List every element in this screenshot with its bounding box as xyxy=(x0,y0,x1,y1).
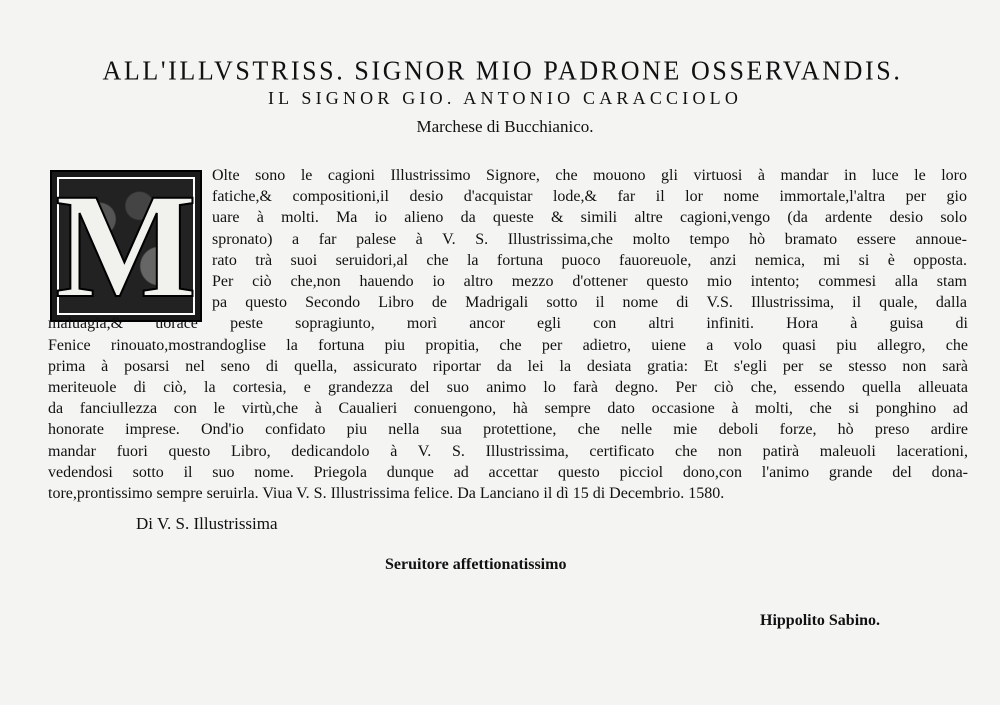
body-text-line: pa questo Secondo Libro de Madrigali sotto il nome di V.S. Illustrissima, il quale, dalla xyxy=(212,294,967,312)
dedication-heading-line-3: Marchese di Bucchianico. xyxy=(416,117,594,136)
decorated-initial-woodcut xyxy=(50,163,202,329)
body-text-line: fatiche,& compositioni,il desio d'acquistar lode,& far il lor nome immortale,l'altra per gio xyxy=(212,188,967,206)
body-text-line: da fanciullezza con le virtù,che à Caualieri conuengono, hà sempre dato occasione à molti, che si ponghino ad xyxy=(48,400,968,418)
dedication-heading-line-1: ALL'ILLVSTRISS. SIGNOR MIO PADRONE OSSERVANDIS. xyxy=(102,55,903,86)
body-text-line: honorate imprese. Ond'io confidato piu nella sua protettione, che nelle mie deboli forze, hò preso ardire xyxy=(48,421,968,439)
closing-servant: Seruitore affettionatissimo xyxy=(385,556,567,573)
body-text-line: Olte sono le cagioni Illustrissimo Signore, che mouono gli virtuosi à mandar in luce le loro xyxy=(212,167,967,184)
body-text-line: prima à posarsi nel seno di quella, assicurato riportar da lei la desiata gratia: Et s'egli per se stesso non sarà xyxy=(48,357,968,375)
body-text-line: Per ciò che,non hauendo io altro mezzo d'ottener questo mio intento; commesi alla stam xyxy=(212,273,967,290)
body-text-line: maluagia,& uorace peste sopragiunto, morì ancor egli con altri infiniti. Hora à guisa di xyxy=(48,315,968,333)
body-text-line: meriteuole di ciò, la cortesia, e grandezza del suo animo lo farà degno. Per ciò che, essendo quella alleuata xyxy=(48,379,968,396)
body-text-line: mandar fuori questo Libro, dedicandolo à V. S. Illustrissima, certificato che non patirà maleuoli lacerationi, xyxy=(48,442,968,460)
initial-letter: M xyxy=(55,163,197,329)
signature: Hippolito Sabino. xyxy=(760,612,881,629)
dedication-heading-line-2: IL SIGNOR GIO. ANTONIO CARACCIOLO xyxy=(267,88,743,108)
bleed-through-text xyxy=(0,10,1000,57)
body-text-line: uare à molti. Ma io alieno da queste & simili altre cagioni,vengo (da ardente desio solo xyxy=(212,209,967,227)
body-text-line: tore,prontissimo sempre seruirla. Viua V. S. Illustrissima felice. Da Lanciano il dì 15 di Decembrio. 1580. xyxy=(48,485,725,502)
body-text-line: Fenice rinouato,mostrandoglise la fortuna piu propitia, che per adietro, uiene a volo quasi piu allegro, che xyxy=(48,336,968,354)
body-text-line: spronato) a far palese à V. S. Illustrissima,che molto tempo hò bramato essere annoue- xyxy=(212,230,967,248)
body-text-line: vedendosi sotto il suo nome. Priegola dunque ad accettar questo picciol dono,con l'animo grande del dona- xyxy=(48,463,968,481)
body-text-line: rato trà suoi seruidori,al che la fortuna puoco fauoreuole, anzi nemica, mi si è opposta. xyxy=(212,251,967,269)
closing-salutation: Di V. S. Illustrissima xyxy=(136,514,278,533)
